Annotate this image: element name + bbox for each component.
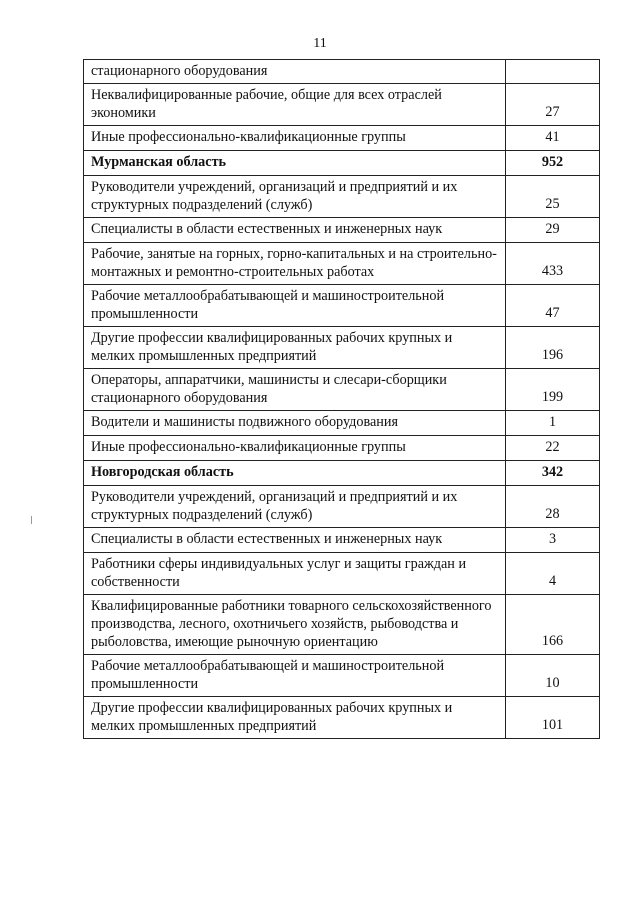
table-body: [84, 60, 600, 739]
row-value: 433: [506, 243, 600, 285]
row-label: Специалисты в области естественных и инженерных наук: [84, 218, 506, 243]
table-row: [84, 84, 600, 126]
row-value: 101: [506, 697, 600, 739]
row-value: 27: [506, 84, 600, 126]
row-label: Иные профессионально-квалификационные группы: [84, 126, 506, 151]
row-value: 196: [506, 327, 600, 369]
row-value: 29: [506, 218, 600, 243]
margin-mark: [31, 516, 32, 524]
row-label: Руководители учреждений, организаций и предприятий и их структурных подразделений (служб): [84, 176, 506, 218]
table-row: [84, 327, 600, 369]
row-label: Работники сферы индивидуальных услуг и защиты граждан и собственности: [84, 553, 506, 595]
region-total: 342: [506, 461, 600, 486]
occupation-table: [83, 59, 600, 739]
row-value: 25: [506, 176, 600, 218]
table-row: [84, 528, 600, 553]
row-label: Рабочие металлообрабатывающей и машиностроительной промышленности: [84, 655, 506, 697]
row-label: Другие профессии квалифицированных рабочих крупных и мелких промышленных предприятий: [84, 697, 506, 739]
page-number: 11: [313, 36, 327, 51]
table-row: [84, 218, 600, 243]
row-label: Неквалифицированные рабочие, общие для всех отраслей экономики: [84, 84, 506, 126]
table-row: [84, 486, 600, 528]
region-name: Новгородская область: [84, 461, 506, 486]
row-value: 41: [506, 126, 600, 151]
row-value: [506, 60, 600, 84]
table-row: [84, 243, 600, 285]
row-label: стационарного оборудования: [84, 60, 506, 84]
region-row: [84, 151, 600, 176]
table-row: [84, 553, 600, 595]
row-value: 47: [506, 285, 600, 327]
table-row: [84, 411, 600, 436]
row-value: 10: [506, 655, 600, 697]
table-row: [84, 126, 600, 151]
table-row: [84, 697, 600, 739]
row-value: 3: [506, 528, 600, 553]
table-row: [84, 595, 600, 655]
row-label: Специалисты в области естественных и инженерных наук: [84, 528, 506, 553]
row-label: Водители и машинисты подвижного оборудования: [84, 411, 506, 436]
table-row: [84, 285, 600, 327]
row-label: Операторы, аппаратчики, машинисты и слесари-сборщики стационарного оборудования: [84, 369, 506, 411]
row-label: Другие профессии квалифицированных рабочих крупных и мелких промышленных предприятий: [84, 327, 506, 369]
row-label: Руководители учреждений, организаций и предприятий и их структурных подразделений (служб): [84, 486, 506, 528]
row-label: Рабочие, занятые на горных, горно-капитальных и на строительно-монтажных и ремонтно-строительных работах: [84, 243, 506, 285]
table-row: [84, 60, 600, 84]
row-value: 1: [506, 411, 600, 436]
row-label: Иные профессионально-квалификационные группы: [84, 436, 506, 461]
row-label: Рабочие металлообрабатывающей и машиностроительной промышленности: [84, 285, 506, 327]
row-value: 22: [506, 436, 600, 461]
table-row: [84, 176, 600, 218]
row-label: Квалифицированные работники товарного сельскохозяйственного производства, лесного, охотничьего хозяйств, рыбоводства и рыболовства, имеющие рыночную ориентацию: [84, 595, 506, 655]
region-total: 952: [506, 151, 600, 176]
table-row: [84, 436, 600, 461]
row-value: 28: [506, 486, 600, 528]
row-value: 166: [506, 595, 600, 655]
region-name: Мурманская область: [84, 151, 506, 176]
table-row: [84, 655, 600, 697]
table-row: [84, 369, 600, 411]
row-value: 4: [506, 553, 600, 595]
row-value: 199: [506, 369, 600, 411]
region-row: [84, 461, 600, 486]
